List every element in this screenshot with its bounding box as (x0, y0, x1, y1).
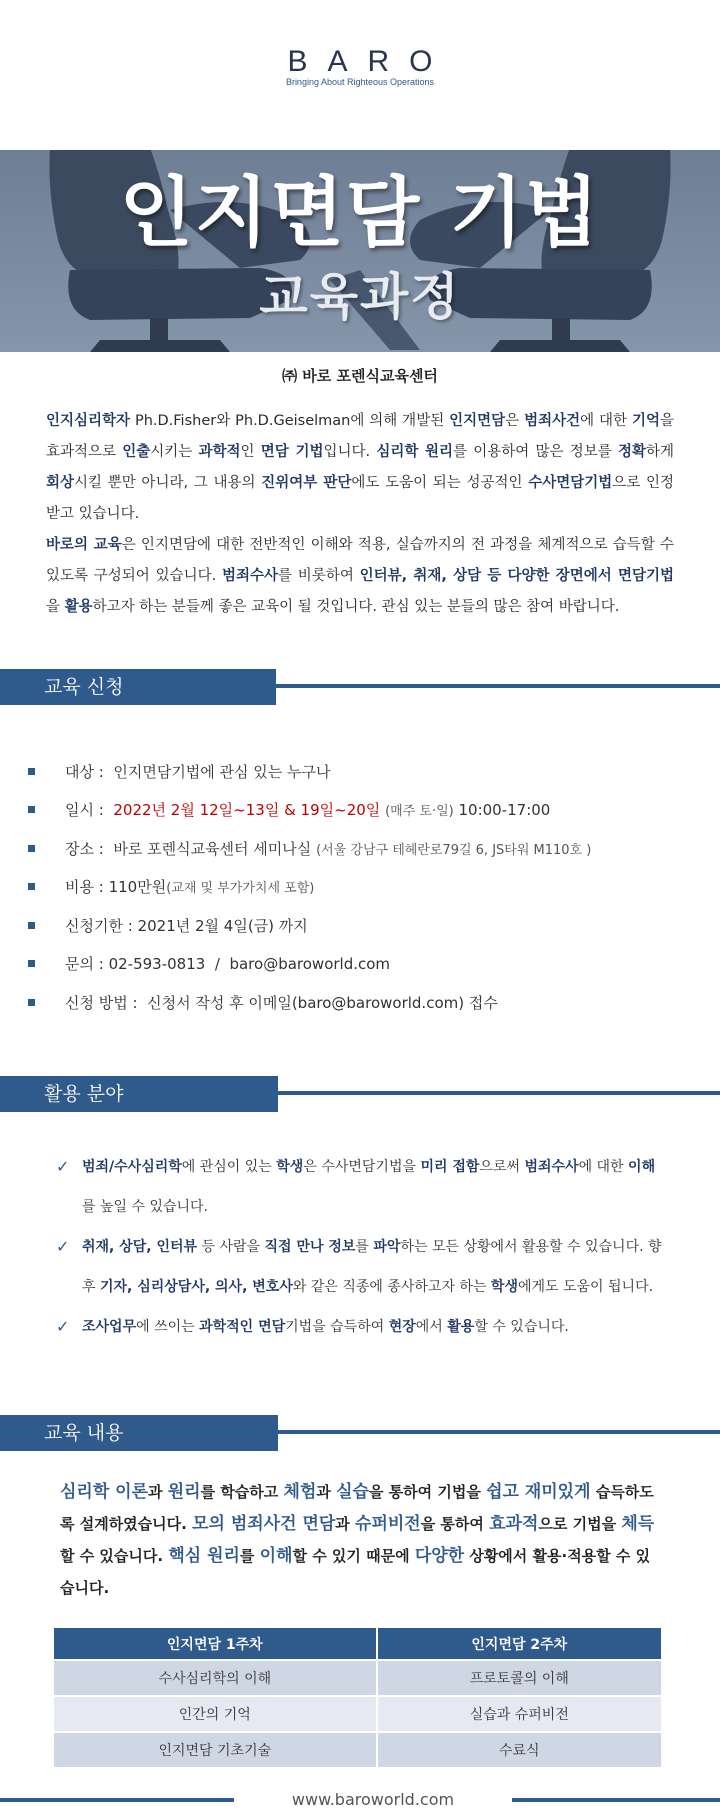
body-text: 를 (355, 1239, 374, 1255)
contact-phone[interactable]: 02-593-0813 (108, 954, 206, 973)
use-case-item (56, 1307, 666, 1347)
checkmark-icon: ✓ (56, 1237, 70, 1256)
body-text: 으로 인정받고 있습니다. (46, 475, 675, 522)
emphasis-text: 파악 (373, 1239, 401, 1255)
table-cell: 인간의 기억 (53, 1696, 377, 1732)
emphasis-text: 심리학 이론 (60, 1482, 149, 1502)
emphasis-text: 범죄수사 (524, 1159, 579, 1175)
bullet-icon (28, 806, 35, 813)
body-text: 할 수 있습니다. (60, 1547, 169, 1565)
body-text: 과 (335, 1515, 356, 1533)
body-text: 할 수 있습니다. (474, 1319, 569, 1335)
table-cell: 실습과 슈퍼비전 (377, 1696, 662, 1732)
footer-divider-right (512, 1798, 720, 1802)
emphasis-text: 쉽고 재미있게 (486, 1482, 591, 1502)
body-text: 시키는 (150, 444, 199, 460)
body-text: 습득하도록 설계하였습니다. (60, 1483, 654, 1533)
emphasis-text: 바로의 교육 (46, 537, 122, 553)
section-divider (278, 1430, 720, 1434)
section-header-content (0, 1415, 720, 1451)
emphasis-text: 다양한 (414, 1546, 465, 1566)
bullet-icon (28, 960, 35, 967)
footer-divider-left (0, 1798, 234, 1802)
checkmark-icon: ✓ (56, 1157, 70, 1176)
info-cost (28, 868, 708, 907)
bullet-icon (28, 999, 35, 1006)
emphasis-text: 범죄/수사심리학 (82, 1159, 182, 1175)
body-text: 할 수 있기 때문에 (292, 1547, 415, 1565)
info-note: (교재 및 부가가치세 포함) (166, 881, 315, 897)
body-text: 상황에서 활용·적용할 수 있습니다. (60, 1547, 651, 1597)
emphasis-text: 회상 (46, 475, 75, 491)
logo-wordmark: BARO (287, 45, 453, 78)
table-cell: 프로토콜의 이해 (377, 1660, 662, 1696)
banner-subtitle: 교육과정 (259, 268, 461, 326)
contact-email[interactable]: baro@baroworld.com (229, 954, 391, 973)
logo (0, 46, 720, 88)
emphasis-text: 활용 (447, 1319, 475, 1335)
body-text: 에 대한 (578, 1159, 629, 1175)
emphasis-text: 체득 (621, 1514, 655, 1534)
info-value: 바로 포렌식교육센터 세미나실 (113, 839, 312, 858)
section-header-use (0, 1076, 720, 1112)
emphasis-text: 슈퍼비전 (355, 1514, 421, 1534)
emphasis-text: 실습 (336, 1482, 369, 1502)
body-text: 에 관심이 있는 (181, 1159, 277, 1175)
section-divider (278, 1091, 720, 1095)
table-cell: 수사심리학의 이해 (53, 1660, 377, 1696)
emphasis-text: 체험 (283, 1482, 317, 1502)
info-label: 장소 : (65, 839, 104, 858)
info-contact (28, 945, 708, 984)
use-case-item (56, 1147, 666, 1227)
emphasis-text: 미리 접함 (420, 1159, 480, 1175)
info-note: (서울 강남구 테헤란로79길 6, JS타워 M110호 ) (316, 842, 592, 858)
emphasis-text: 활용 (64, 599, 93, 615)
body-text: 를 학습하고 (200, 1483, 284, 1501)
intro-text (46, 406, 674, 623)
body-text: 을 효과적으로 (46, 413, 674, 460)
intro-paragraph-1 (46, 406, 674, 530)
emphasis-text: 기자, 심리상담사, 의사, 변호사 (99, 1279, 293, 1295)
info-place (28, 829, 708, 868)
body-text: 에 쓰이는 (136, 1319, 200, 1335)
emphasis-text: 인터뷰, 취재, 상담 등 다양한 장면에서 면담기법 (359, 568, 675, 584)
body-text: 과 (148, 1483, 168, 1501)
table-row (53, 1732, 662, 1768)
curriculum-table (52, 1626, 663, 1769)
info-note: (매주 토·일) (385, 804, 454, 820)
content-description (60, 1476, 664, 1604)
use-case-item (56, 1227, 666, 1307)
info-deadline (28, 906, 708, 945)
emphasis-text: 이해 (628, 1159, 656, 1175)
emphasis-text: 과학적 (198, 444, 241, 460)
emphasis-text: 취재, 상담, 인터뷰 (82, 1239, 198, 1255)
contact-separator: / (214, 954, 220, 973)
emphasis-text: 원리 (167, 1482, 201, 1502)
footer-website-link[interactable]: www.baroworld.com (291, 1790, 455, 1809)
info-value: 신청서 작성 후 이메일(baro@baroworld.com) 접수 (147, 993, 498, 1012)
body-text: 은 수사면담기법을 (303, 1159, 421, 1175)
body-text: 으로 기법을 (538, 1515, 622, 1533)
emphasis-text: 학생 (490, 1279, 518, 1295)
body-text: 에게도 도움이 됩니다. (517, 1279, 654, 1295)
intro-paragraph-2 (46, 530, 674, 623)
hero-banner (0, 150, 720, 352)
emphasis-text: 인지면담 (449, 413, 506, 429)
body-text: 은 (505, 413, 525, 429)
body-text: 에서 (415, 1319, 448, 1335)
body-text: 와 같은 직종에 종사하고자 하는 (292, 1279, 491, 1295)
section-header-apply (0, 669, 720, 705)
info-label: 신청기한 : (65, 916, 133, 935)
body-text: 하는 모든 상황에서 활용할 수 있습니다. 향후 (82, 1239, 662, 1295)
checkmark-icon: ✓ (56, 1317, 70, 1336)
emphasis-text: 이해 (259, 1546, 293, 1566)
banner-title: 인지면담 기법 (119, 168, 601, 257)
info-label: 문의 : (65, 955, 104, 974)
emphasis-text: 핵심 원리 (168, 1546, 240, 1566)
body-text: 기법을 습득하여 (285, 1319, 389, 1335)
info-value: 인지면담기법에 관심 있는 누구나 (113, 762, 331, 781)
body-text: 을 통하여 기법을 (368, 1483, 487, 1501)
body-text: Ph.D.Fisher와 Ph.D.Geiselman에 의해 개발된 (130, 413, 450, 429)
info-time: 10:00-17:00 (458, 800, 551, 819)
bullet-icon (28, 845, 35, 852)
body-text: 하고자 하는 분들께 좋은 교육이 될 것입니다. 관심 있는 분들의 많은 참여 바랍니다. (92, 599, 620, 615)
emphasis-text: 조사업무 (82, 1319, 137, 1335)
info-date (28, 791, 708, 830)
emphasis-text: 모의 범죄사건 면담 (192, 1514, 336, 1534)
body-text: 를 비롯하여 (278, 568, 360, 584)
emphasis-text: 진위여부 판단 (261, 475, 352, 491)
use-case-text (82, 1307, 569, 1347)
body-text: 입니다. (323, 444, 377, 460)
emphasis-text: 범죄사건 (524, 413, 581, 429)
body-text: 으로써 (479, 1159, 525, 1175)
body-text: 과 (316, 1483, 337, 1501)
use-case-text (82, 1227, 666, 1307)
table-cell: 인지면담 기초기술 (53, 1732, 377, 1768)
info-method (28, 983, 708, 1022)
application-info-list (28, 752, 708, 1022)
emphasis-text: 인지심리학자 (46, 413, 131, 429)
emphasis-text: 정확 (617, 444, 646, 460)
organizer-name: ㈜ 바로 포렌식교육센터 (282, 367, 438, 385)
footer (0, 1788, 720, 1814)
curriculum-header-week2: 인지면담 2주차 (377, 1627, 662, 1660)
bullet-icon (28, 922, 35, 929)
bullet-icon (28, 768, 35, 775)
body-text: 를 높일 수 있습니다. (82, 1199, 208, 1215)
logo-tagline: Bringing About Righteous Operations (285, 77, 435, 87)
section-title-content: 교육 내용 (0, 1415, 278, 1451)
use-case-text (82, 1147, 666, 1227)
emphasis-text: 과학적인 면담 (199, 1319, 286, 1335)
body-text: 을 통하여 (420, 1515, 490, 1533)
info-label: 대상 : (65, 762, 104, 781)
section-title-apply: 교육 신청 (0, 669, 276, 705)
table-cell: 수료식 (377, 1732, 662, 1768)
body-text: 을 (46, 599, 65, 615)
info-value: 110만원 (108, 878, 167, 897)
info-value: 2021년 2월 4일(금) 까지 (137, 916, 308, 935)
curriculum-header-week1: 인지면담 1주차 (53, 1627, 377, 1660)
info-value: 2022년 2월 12일~13일 & 19일~20일 (113, 801, 381, 820)
emphasis-text: 심리학 원리 (376, 444, 454, 460)
info-target (28, 752, 708, 791)
emphasis-text: 학생 (276, 1159, 304, 1175)
body-text: 를 이용하여 많은 정보를 (453, 444, 618, 460)
emphasis-text: 면담 기법 (260, 444, 324, 460)
body-text: 은 인지면담에 대한 전반적인 이해와 적용, 실습까지의 전 과정을 체계적으로 습득할 수 있도록 구성되어 있습니다. (46, 537, 674, 584)
use-cases-list (56, 1147, 666, 1347)
emphasis-text: 직접 만나 정보 (264, 1239, 356, 1255)
body-text: 에 대한 (580, 413, 632, 429)
body-text: 등 사람을 (197, 1239, 265, 1255)
emphasis-text: 효과적 (489, 1514, 539, 1534)
info-label: 신청 방법 : (65, 993, 138, 1012)
section-title-use: 활용 분야 (0, 1076, 278, 1112)
section-divider (276, 684, 720, 688)
info-label: 비용 : (65, 878, 104, 897)
body-text: 를 (239, 1547, 260, 1565)
body-text: 인 (240, 444, 261, 460)
table-row (53, 1696, 662, 1732)
emphasis-text: 인출 (122, 444, 151, 460)
emphasis-text: 현장 (388, 1319, 416, 1335)
bullet-icon (28, 883, 35, 890)
emphasis-text: 기억 (631, 413, 660, 429)
body-text: 에도 도움이 되는 성공적인 (351, 475, 529, 491)
table-row (53, 1660, 662, 1696)
info-label: 일시 : (65, 801, 104, 820)
body-text: 시킬 뿐만 아니라, 그 내용의 (74, 475, 262, 491)
emphasis-text: 범죄수사 (222, 568, 279, 584)
emphasis-text: 수사면담기법 (528, 475, 613, 491)
body-text: 하게 (645, 444, 674, 460)
